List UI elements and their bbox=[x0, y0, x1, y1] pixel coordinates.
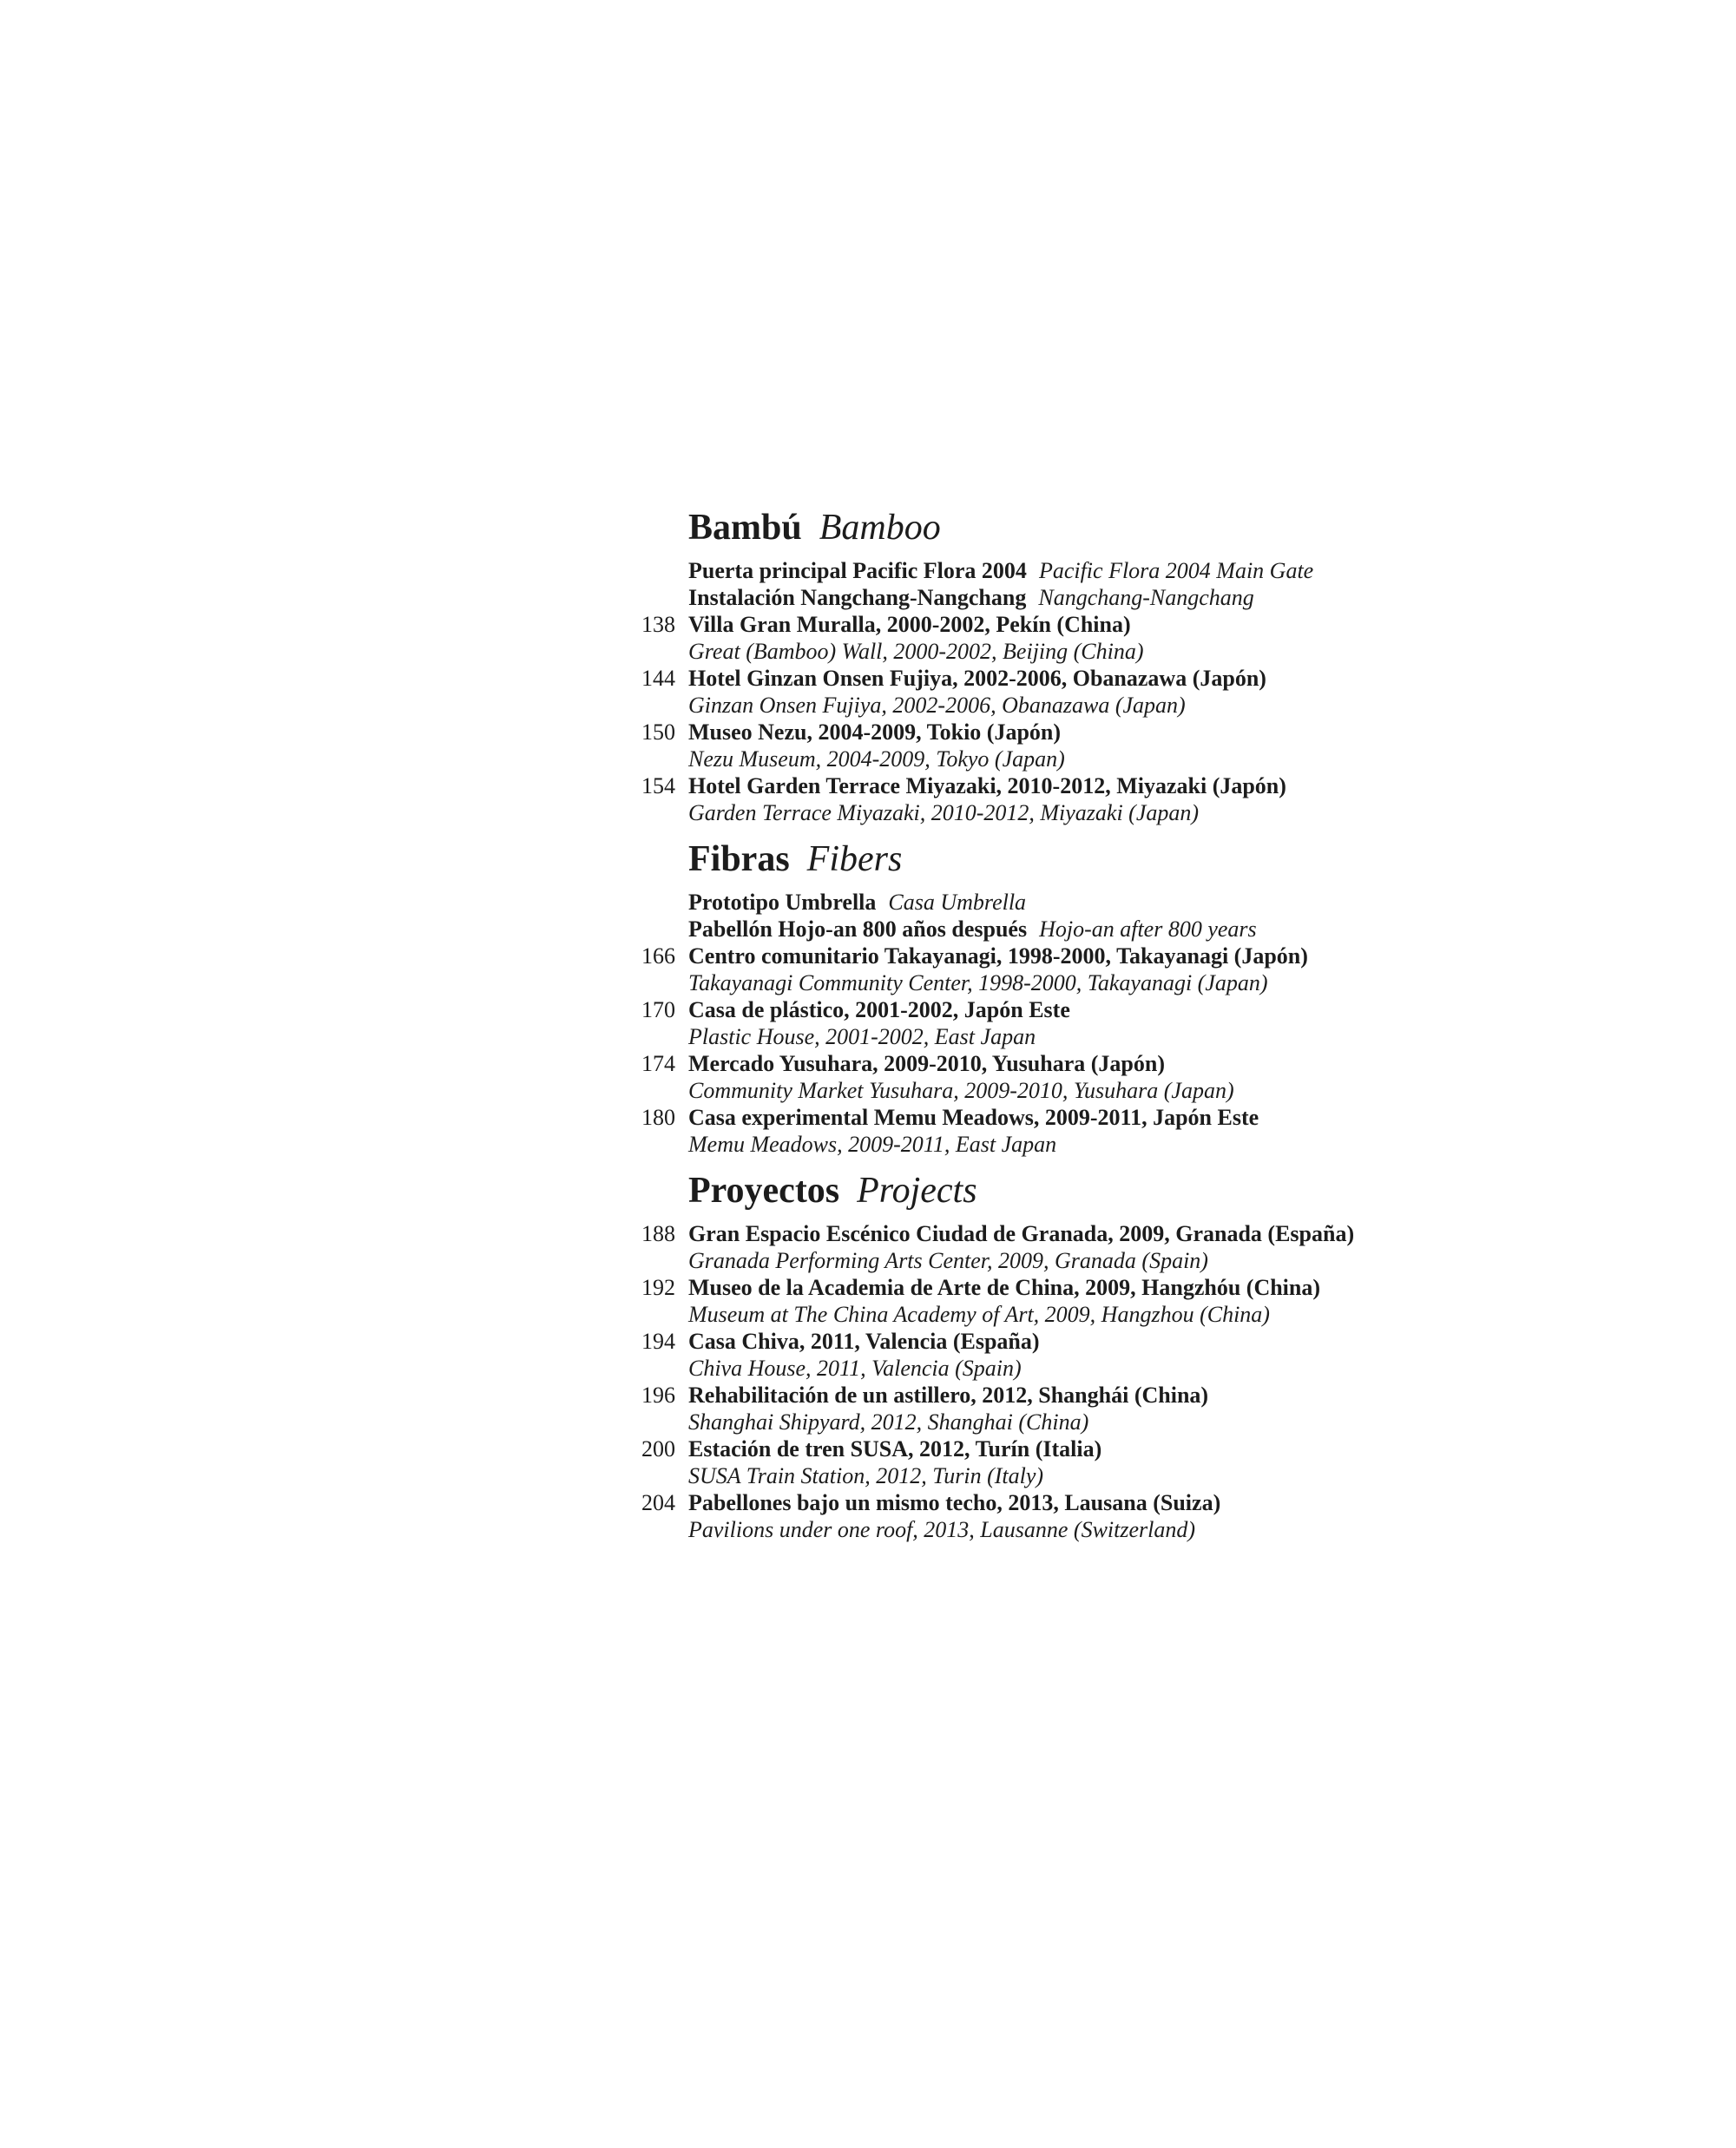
entry-title-en: Granada Performing Arts Center, 2009, Granada (Spain) bbox=[688, 1248, 1208, 1273]
entry-row bbox=[641, 611, 1352, 665]
entry-title-es: Hotel Ginzan Onsen Fujiya, 2002-2006, Obanazawa (Japón) bbox=[688, 666, 1266, 691]
entry-title-es: Pabellón Hojo-an 800 años después bbox=[688, 916, 1028, 942]
toc-section-bambu bbox=[641, 509, 1352, 826]
entry-page-number: 204 bbox=[641, 1490, 675, 1515]
entry-title-es: Museo de la Academia de Arte de China, 2009, Hangzhóu (China) bbox=[688, 1275, 1321, 1300]
entry-page-number: 196 bbox=[641, 1383, 675, 1408]
entry-title-en: SUSA Train Station, 2012, Turin (Italy) bbox=[688, 1463, 1044, 1488]
entry-title-en: Hojo-an after 800 years bbox=[1039, 916, 1257, 942]
entry-row bbox=[641, 889, 1352, 916]
entry-title-en: Plastic House, 2001-2002, East Japan bbox=[688, 1024, 1036, 1049]
entry-title-es: Hotel Garden Terrace Miyazaki, 2010-2012, Miyazaki (Japón) bbox=[688, 773, 1286, 798]
entry-title-en: Shanghai Shipyard, 2012, Shanghai (China) bbox=[688, 1409, 1089, 1435]
entry-row bbox=[641, 665, 1352, 719]
toc-section-proyectos bbox=[641, 1171, 1355, 1543]
entry-row bbox=[641, 1382, 1352, 1435]
entry-page-number: 138 bbox=[641, 612, 675, 637]
entry-row bbox=[641, 1220, 1355, 1274]
entry-row bbox=[641, 584, 1352, 611]
entry-title-en: Nangchang-Nangchang bbox=[1038, 585, 1254, 610]
entry-title-es: Villa Gran Muralla, 2000-2002, Pekín (China) bbox=[688, 612, 1131, 637]
entry-page-number: 174 bbox=[641, 1051, 675, 1076]
entry-row bbox=[641, 943, 1352, 996]
entry-row bbox=[641, 1435, 1352, 1489]
entry-row bbox=[641, 557, 1352, 584]
entry-page-number: 180 bbox=[641, 1105, 675, 1130]
entry-title-en: Community Market Yusuhara, 2009-2010, Yusuhara (Japan) bbox=[688, 1078, 1234, 1103]
section-title-en: Bamboo bbox=[819, 508, 941, 548]
entry-row bbox=[641, 916, 1352, 943]
entry-row bbox=[641, 996, 1352, 1050]
entry-title-es: Centro comunitario Takayanagi, 1998-2000, Takayanagi (Japón) bbox=[688, 943, 1308, 969]
entry-page-number: 170 bbox=[641, 997, 675, 1022]
entry-title-es: Gran Espacio Escénico Ciudad de Granada, 2009, Granada (España) bbox=[688, 1221, 1355, 1246]
entry-title-es: Rehabilitación de un astillero, 2012, Shanghái (China) bbox=[688, 1383, 1209, 1408]
entry-page-number: 188 bbox=[641, 1221, 675, 1246]
section-title-es: Proyectos bbox=[688, 1171, 840, 1211]
entry-title-en: Great (Bamboo) Wall, 2000-2002, Beijing (China) bbox=[688, 639, 1144, 664]
entry-page-number: 192 bbox=[641, 1275, 675, 1300]
entry-page-number bbox=[641, 584, 675, 611]
entry-title-es: Casa experimental Memu Meadows, 2009-2011, Japón Este bbox=[688, 1105, 1259, 1130]
entry-title-en: Museum at The China Academy of Art, 2009, Hangzhou (China) bbox=[688, 1302, 1270, 1327]
section-title-es: Fibras bbox=[688, 839, 790, 879]
entry-row bbox=[641, 1489, 1352, 1543]
entry-page-number bbox=[641, 889, 675, 916]
entry-title-es: Casa Chiva, 2011, Valencia (España) bbox=[688, 1329, 1040, 1354]
entry-title-en: Memu Meadows, 2009-2011, East Japan bbox=[688, 1132, 1057, 1157]
entry-title-es: Mercado Yusuhara, 2009-2010, Yusuhara (Japón) bbox=[688, 1051, 1165, 1076]
entry-title-es: Casa de plástico, 2001-2002, Japón Este bbox=[688, 997, 1070, 1022]
entry-title-es: Pabellones bajo un mismo techo, 2013, Lausana (Suiza) bbox=[688, 1490, 1221, 1515]
section-heading bbox=[688, 840, 1352, 878]
entry-page-number: 200 bbox=[641, 1436, 675, 1462]
entry-page-number: 194 bbox=[641, 1329, 675, 1354]
entry-title-en: Ginzan Onsen Fujiya, 2002-2006, Obanazawa (Japan) bbox=[688, 693, 1186, 718]
entry-row bbox=[641, 1328, 1352, 1382]
entry-row bbox=[641, 1104, 1352, 1158]
entry-title-es: Museo Nezu, 2004-2009, Tokio (Japón) bbox=[688, 719, 1062, 745]
entry-page-number bbox=[641, 557, 675, 584]
section-title-es: Bambú bbox=[688, 508, 802, 548]
entry-title-es: Instalación Nangchang-Nangchang bbox=[688, 585, 1027, 610]
section-title-en: Projects bbox=[857, 1171, 977, 1211]
entry-row bbox=[641, 1050, 1352, 1104]
entry-title-es: Prototipo Umbrella bbox=[688, 890, 877, 915]
entry-page-number: 154 bbox=[641, 773, 675, 798]
entry-row bbox=[641, 772, 1352, 826]
entry-row bbox=[641, 719, 1352, 772]
entry-title-en: Nezu Museum, 2004-2009, Tokyo (Japan) bbox=[688, 746, 1065, 772]
entry-title-en: Pacific Flora 2004 Main Gate bbox=[1038, 558, 1314, 583]
section-heading bbox=[688, 1172, 1352, 1210]
entry-title-es: Puerta principal Pacific Flora 2004 bbox=[688, 558, 1027, 583]
entry-page-number: 144 bbox=[641, 666, 675, 691]
section-title-en: Fibers bbox=[806, 839, 903, 879]
entry-title-es: Estación de tren SUSA, 2012, Turín (Italia) bbox=[688, 1436, 1102, 1462]
entry-title-en: Garden Terrace Miyazaki, 2010-2012, Miyazaki (Japan) bbox=[688, 800, 1200, 825]
entry-row bbox=[641, 1274, 1352, 1328]
entry-page-number bbox=[641, 916, 675, 943]
entry-title-en: Pavilions under one roof, 2013, Lausanne (Switzerland) bbox=[688, 1517, 1196, 1542]
section-heading bbox=[688, 509, 1352, 547]
entry-title-en: Chiva House, 2011, Valencia (Spain) bbox=[688, 1356, 1022, 1381]
toc-section-fibras bbox=[641, 840, 1352, 1158]
entry-title-en: Casa Umbrella bbox=[888, 890, 1027, 915]
entry-title-en: Takayanagi Community Center, 1998-2000, Takayanagi (Japan) bbox=[688, 970, 1268, 995]
table-of-contents bbox=[641, 508, 1355, 1557]
entry-page-number: 150 bbox=[641, 719, 675, 745]
entry-page-number: 166 bbox=[641, 943, 675, 969]
